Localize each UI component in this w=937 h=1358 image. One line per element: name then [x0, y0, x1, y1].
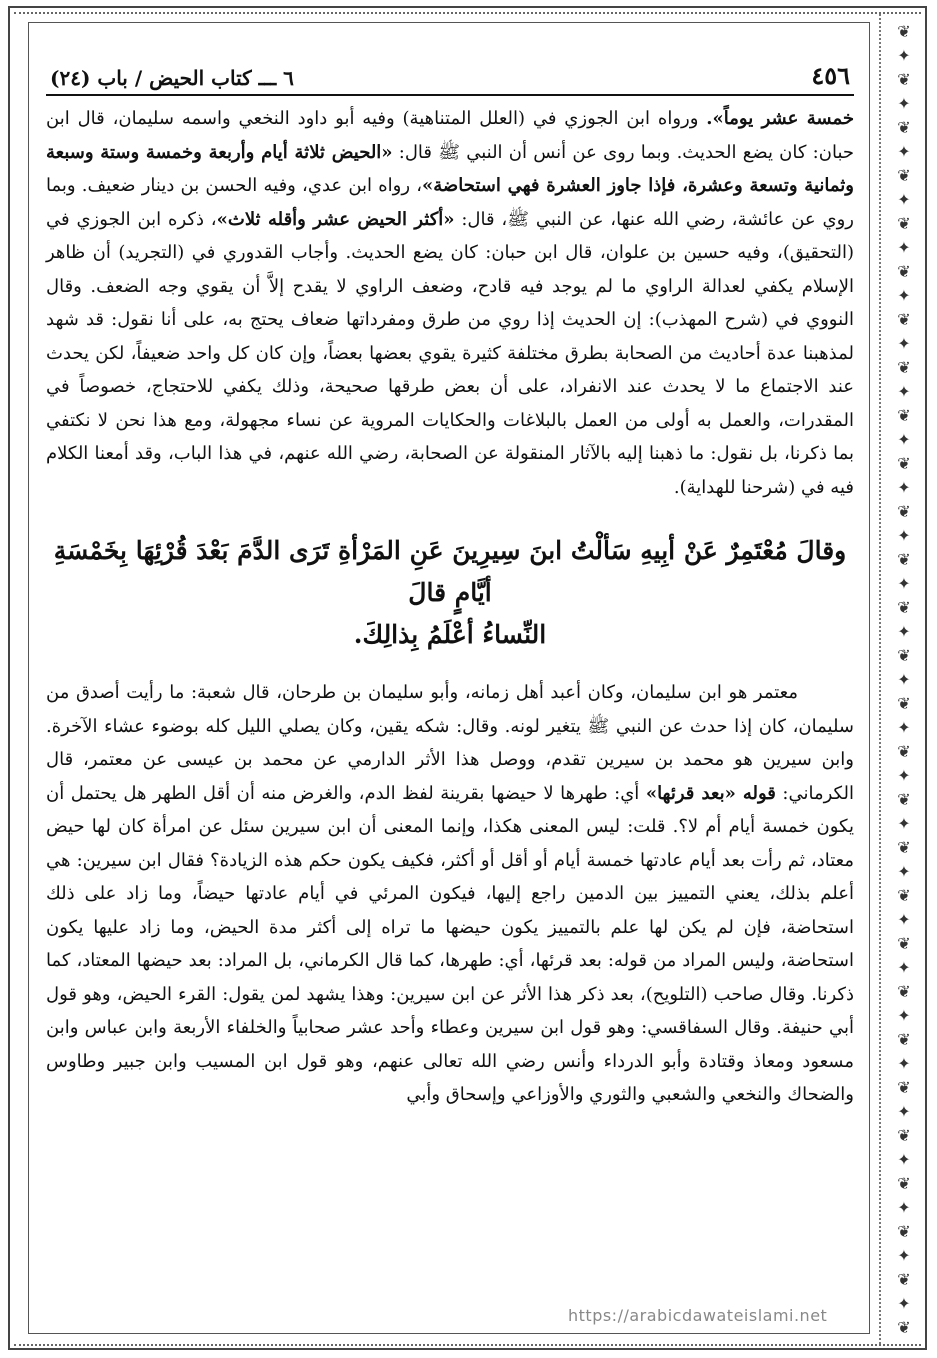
bold-phrase: خمسة عشر يوماً». — [706, 108, 854, 129]
right-ornament-border — [879, 14, 881, 1344]
bold-phrase: قوله «بعد قرئها» — [645, 782, 776, 804]
commentary-paragraph-2 — [46, 676, 854, 1112]
text-run: ورواه ابن الجوزي في (العلل المتناهية) وفيه أبو داود النخعي واسمه سليمان، قال ابن حبان: كان يضع الحديث. وبما روى عن أنس أن النبي ﷺ قال: — [46, 108, 855, 163]
bold-hadith-quote: «الحيض ثلاثة أيام وأربعة وخمسة وستة وسبعة وثمانية وتسعة وعشرة، فإذا جاوز العشرة فهي استحاضة» — [46, 141, 854, 196]
hadith-text — [46, 530, 854, 656]
text-run: معتمر هو ابن سليمان، وكان أعبد أهل زمانه، وأبو سليمان بن طرحان، قال شعبة: ما رأيت أصدق من سليمان، كان إذا حدث عن النبي ﷺ يتغير لونه. وقال: شكه يقين، وكان يصلي الليل كله بوضوء عشاء الآخرة. وابن سيرين هو محمد بن سيرين تقدم، ووصل هذا الأثر الدارمي عن محمد بن عيسى عن معتمر، قال الكرماني: — [46, 682, 854, 804]
running-title: ٦ ـــ كتاب الحيض / باب (٢٤) — [50, 66, 294, 90]
watermark-url: https://arabicdawateislami.net — [568, 1306, 828, 1325]
page-body — [46, 56, 854, 1336]
bottom-ornament-border — [14, 1344, 921, 1346]
commentary-paragraph-1 — [46, 102, 854, 504]
text-run: أي: طهرها لا حيضها بقرينة لفظ الدم، والغرض منه أن أقل الطهر هل يحتمل أن يكون خمسة أيام أم لا؟. قلت: ليس المعنى هكذا، وإنما المعنى أن ابن سيرين سئل عن امرأة كان لها حيض معتاد، ثم رأت بعد أيام عادتها خمسة أيام أو أقل أو أكثر، فكيف يكون حكم هذه الزيادة؟ فقال ابن سيرين: هي أعلم بذلك، يعني التمييز بين الدمين راجع إليها، فيكون المرئي في أيام عادتها حيضاً، وما زاد على ذلك استحاضة، فإن لم يكن لها علم بالتمييز يكون حيضها ما تراه إلى أكثر مدة الحيض، وما زاد عليها يكون استحاضة، وليس المراد من قوله: بعد قرئها، أي: طهرها، كما قال الكرماني، بل المراد: بعد حيضها المعتاد، كما ذكرنا. وقال صاحب (التلويح)، بعد ذكر هذا الأثر عن ابن سيرين: وهذا يشهد لمن يقول: القرء الحيض، وهو قول أبي حنيفة. وقال السفاقسي: وهو قول ابن سيرين وعطاء وأحد عشر صحابياً والخلفاء الأربعة وابن عباس وابن مسعود ومعاذ وقتادة وأبو الدرداء وأنس رضي الله تعالى عنهم، وهو قول ابن المسيب وابن جبير وطاوس والضحاك والنخعي والشعبي والثوري والأوزاعي وإسحاق وأبي — [46, 782, 854, 1105]
running-header — [46, 56, 854, 96]
page-number: ٤٥٦ — [811, 61, 850, 90]
hadith-line-2: النِّساءُ أعْلَمُ بِذالِكَ. — [353, 620, 547, 649]
top-ornament-border — [14, 12, 921, 14]
text-run: ، ذكره ابن الجوزي في (التحقيق)، وفيه حسين بن علوان، قال ابن حبان: كان يضع الحديث. وأجاب القدوري في (التجريد) أن ظاهر الإسلام يكفي لعدالة الراوي ما لم يوجد فيه قادح، وضعف الراوي لا يقدح إلاَّ أن يقوي وجه الضعف. وقال النووي في (شرح المهذب): إن الحديث إذا روي من طرق ومفرداتها ضعاف يحتج به، على أنا نقول: قد شهد لمذهبنا عدة أحاديث من الصحابة بطرق مختلفة كثيرة يقوي بعضها بعضاً، وإن كان كل واحد ضعيفاً، لكن يحدث عند الاجتماع ما لا يحدث عند الانفراد، على أن بعض طرقها صحيحة، وذلك يكفي للاحتجاج، خصوصاً في المقدرات، والعمل به أولى من العمل بالبلاغات والحكايات المروية عن نساء مجهولة، ومع هذا نحن لا نكتفي بما ذكرنا، بل نقول: ما ذهبنا إليه بالآثار المنقولة عن الصحابة، رضي الله عنهم، في هذا الباب، وقد أمعنا الكلام فيه في (شرحنا للهداية). — [46, 208, 854, 498]
side-ornament-band: ❦ ✦ ❦ ✦ ❦ ✦ ❦ ✦ ❦ ✦ ❦ ✦ ❦ ✦ ❦ ✦ ❦ ✦ ❦ ✦ ❦ ✦ ❦ ✦ ❦ ✦ ❦ ✦ ❦ ✦ ❦ ✦ ❦ ✦ ❦ ✦ ❦ ✦ ❦ ✦ ❦ ✦ ❦ ✦ ❦ ✦ ❦ ✦ ❦ ✦ ❦ ✦ ❦ ✦ ❦ — [897, 22, 911, 1337]
text-run: ، رواه ابن عدي، وفيه الحسن بن دينار ضعيف. وبما روي عن عائشة، رضي الله عنها، عن النبي ﷺ، قال: — [46, 175, 854, 230]
bold-hadith-quote: «أكثر الحيض عشر وأقله ثلاث» — [216, 208, 455, 230]
hadith-line-1: وقالَ مُعْتَمِرٌ عَنْ أبِيهِ سَألْتُ ابنَ سِيرِينَ عَنِ المَرْأةِ تَرَى الدَّمَ بَعْدَ قُرْئِهَا بِخَمْسَةِ أيَّامٍ قالَ — [53, 536, 847, 607]
